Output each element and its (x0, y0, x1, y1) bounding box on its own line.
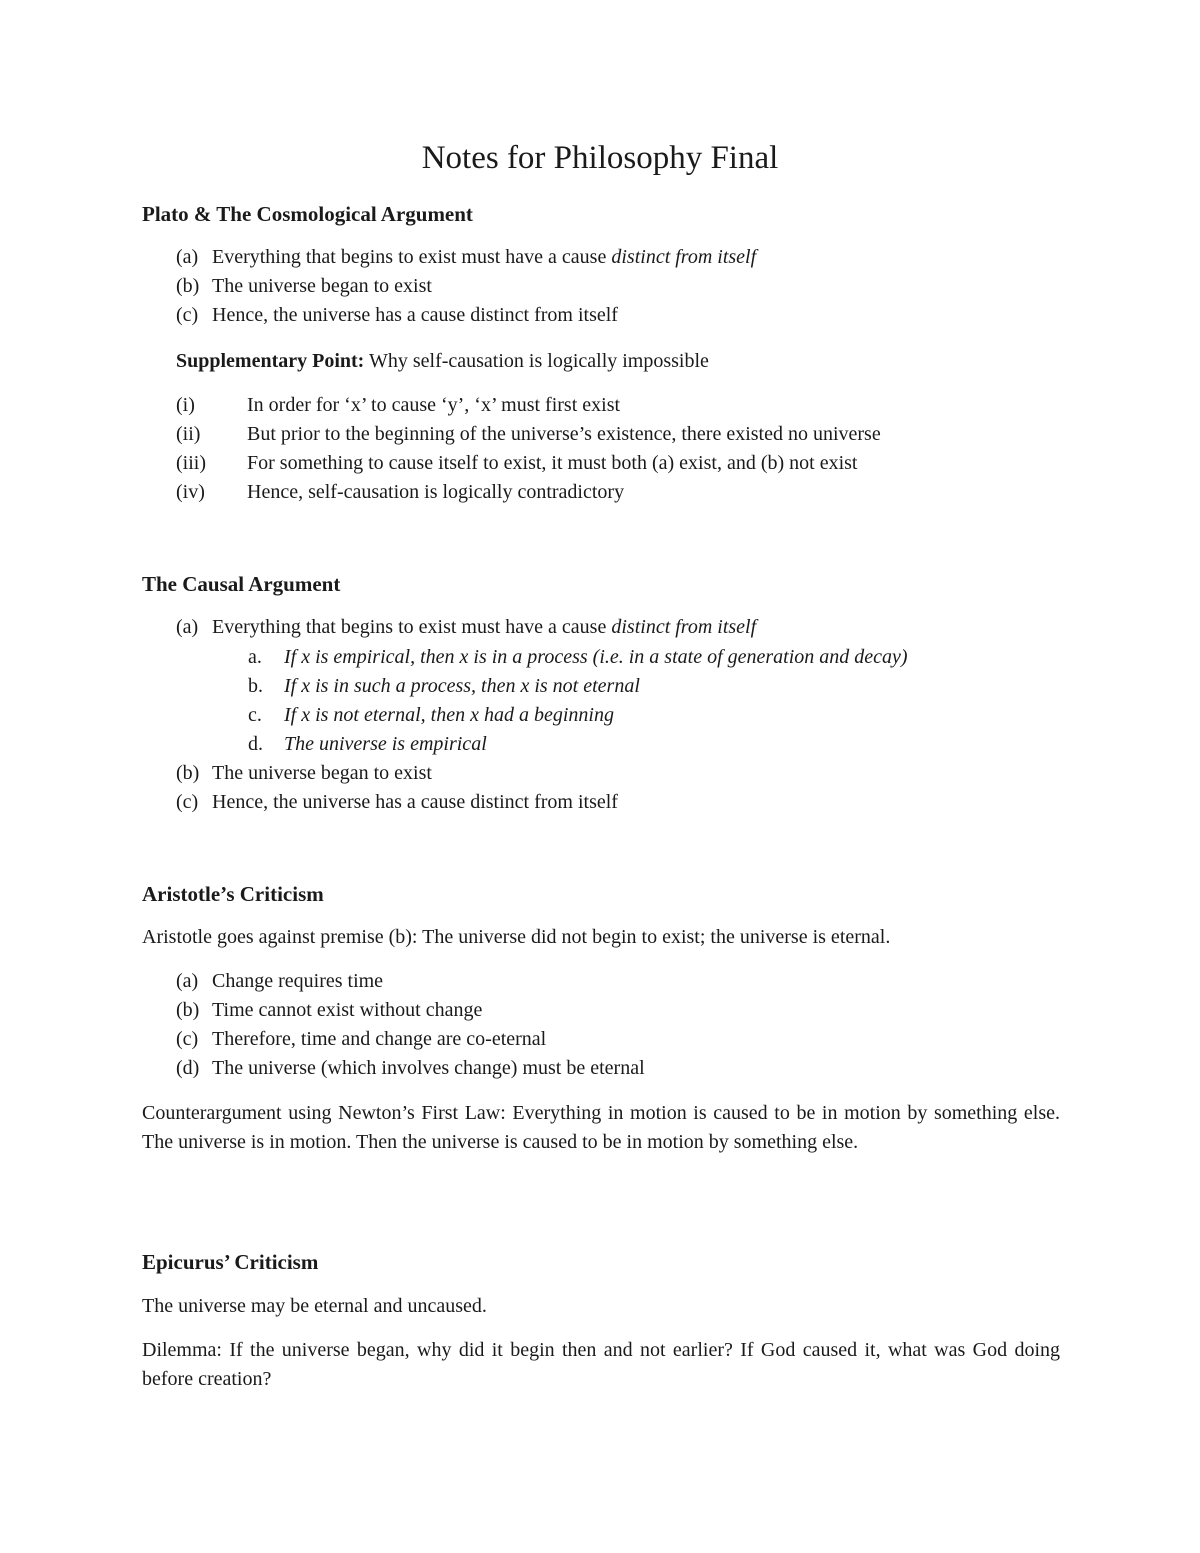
page-title: Notes for Philosophy Final (421, 140, 779, 176)
list-label: (a) (176, 970, 199, 992)
paragraph: Aristotle goes against premise (b): The universe did not begin to exist; the universe is eternal. (142, 926, 891, 948)
list-label: (c) (176, 304, 199, 326)
section-heading-plato: Plato & The Cosmological Argument (142, 202, 473, 226)
supplementary-label: Supplementary Point: (176, 350, 365, 372)
list-item: In order for ‘x’ to cause ‘y’, ‘x’ must first exist (247, 394, 621, 416)
sub-list-label: a. (248, 646, 262, 668)
sub-list-item: If x is empirical, then x is in a process (i.e. in a state of generation and decay) (284, 646, 908, 668)
list-item: Hence, self-causation is logically contradictory (247, 481, 625, 503)
sub-list-item: If x is not eternal, then x had a beginning (284, 704, 614, 726)
list-item-text: Everything that begins to exist must have a cause (212, 616, 612, 638)
list-item: The universe began to exist (212, 275, 432, 297)
list-label: (ii) (176, 423, 201, 445)
supplementary-point (176, 350, 709, 373)
section-heading-causal: The Causal Argument (142, 572, 341, 596)
sub-list-item: If x is in such a process, then x is not eternal (284, 675, 640, 697)
list-item (212, 246, 756, 269)
list-label: (i) (176, 394, 195, 416)
section-heading-epicurus: Epicurus’ Criticism (142, 1250, 319, 1274)
list-label: (iii) (176, 452, 206, 474)
list-item: Hence, the universe has a cause distinct from itself (212, 304, 618, 326)
list-item: But prior to the beginning of the universe’s existence, there existed no universe (247, 423, 881, 445)
list-item-text: Everything that begins to exist must have a cause (212, 246, 612, 268)
list-label: (a) (176, 616, 199, 638)
list-label: (iv) (176, 481, 205, 503)
list-label: (d) (176, 1057, 200, 1079)
list-label: (b) (176, 275, 200, 297)
list-item: The universe began to exist (212, 762, 432, 784)
section-heading-aristotle: Aristotle’s Criticism (142, 882, 324, 906)
supplementary-text: Why self-causation is logically impossible (364, 350, 709, 372)
sub-list-label: b. (248, 675, 263, 697)
list-label: (c) (176, 1028, 199, 1050)
paragraph: Counterargument using Newton’s First Law: Everything in motion is caused to be in motion by something else. The universe is in motion. Then the universe is caused to be in motion by something else. (142, 1102, 1060, 1153)
list-item-emphasis: distinct from itself (611, 246, 757, 268)
list-label: (b) (176, 999, 200, 1021)
list-item (212, 616, 756, 639)
paragraph: The universe may be eternal and uncaused. (142, 1295, 487, 1317)
sub-list-label: c. (248, 704, 262, 726)
list-label: (c) (176, 791, 199, 813)
list-item: The universe (which involves change) must be eternal (212, 1057, 645, 1079)
list-item-emphasis: distinct from itself (611, 616, 757, 638)
list-item: Hence, the universe has a cause distinct from itself (212, 791, 618, 813)
list-item: For something to cause itself to exist, it must both (a) exist, and (b) not exist (247, 452, 858, 474)
list-item: Change requires time (212, 970, 384, 992)
list-label: (a) (176, 246, 199, 268)
list-label: (b) (176, 762, 200, 784)
sub-list-label: d. (248, 733, 263, 755)
sub-list-item: The universe is empirical (284, 733, 487, 755)
paragraph: Dilemma: If the universe began, why did it begin then and not earlier? If God caused it, what was God doing before creation? (142, 1339, 1060, 1390)
list-item: Time cannot exist without change (212, 999, 483, 1021)
list-item: Therefore, time and change are co-eternal (212, 1028, 547, 1050)
